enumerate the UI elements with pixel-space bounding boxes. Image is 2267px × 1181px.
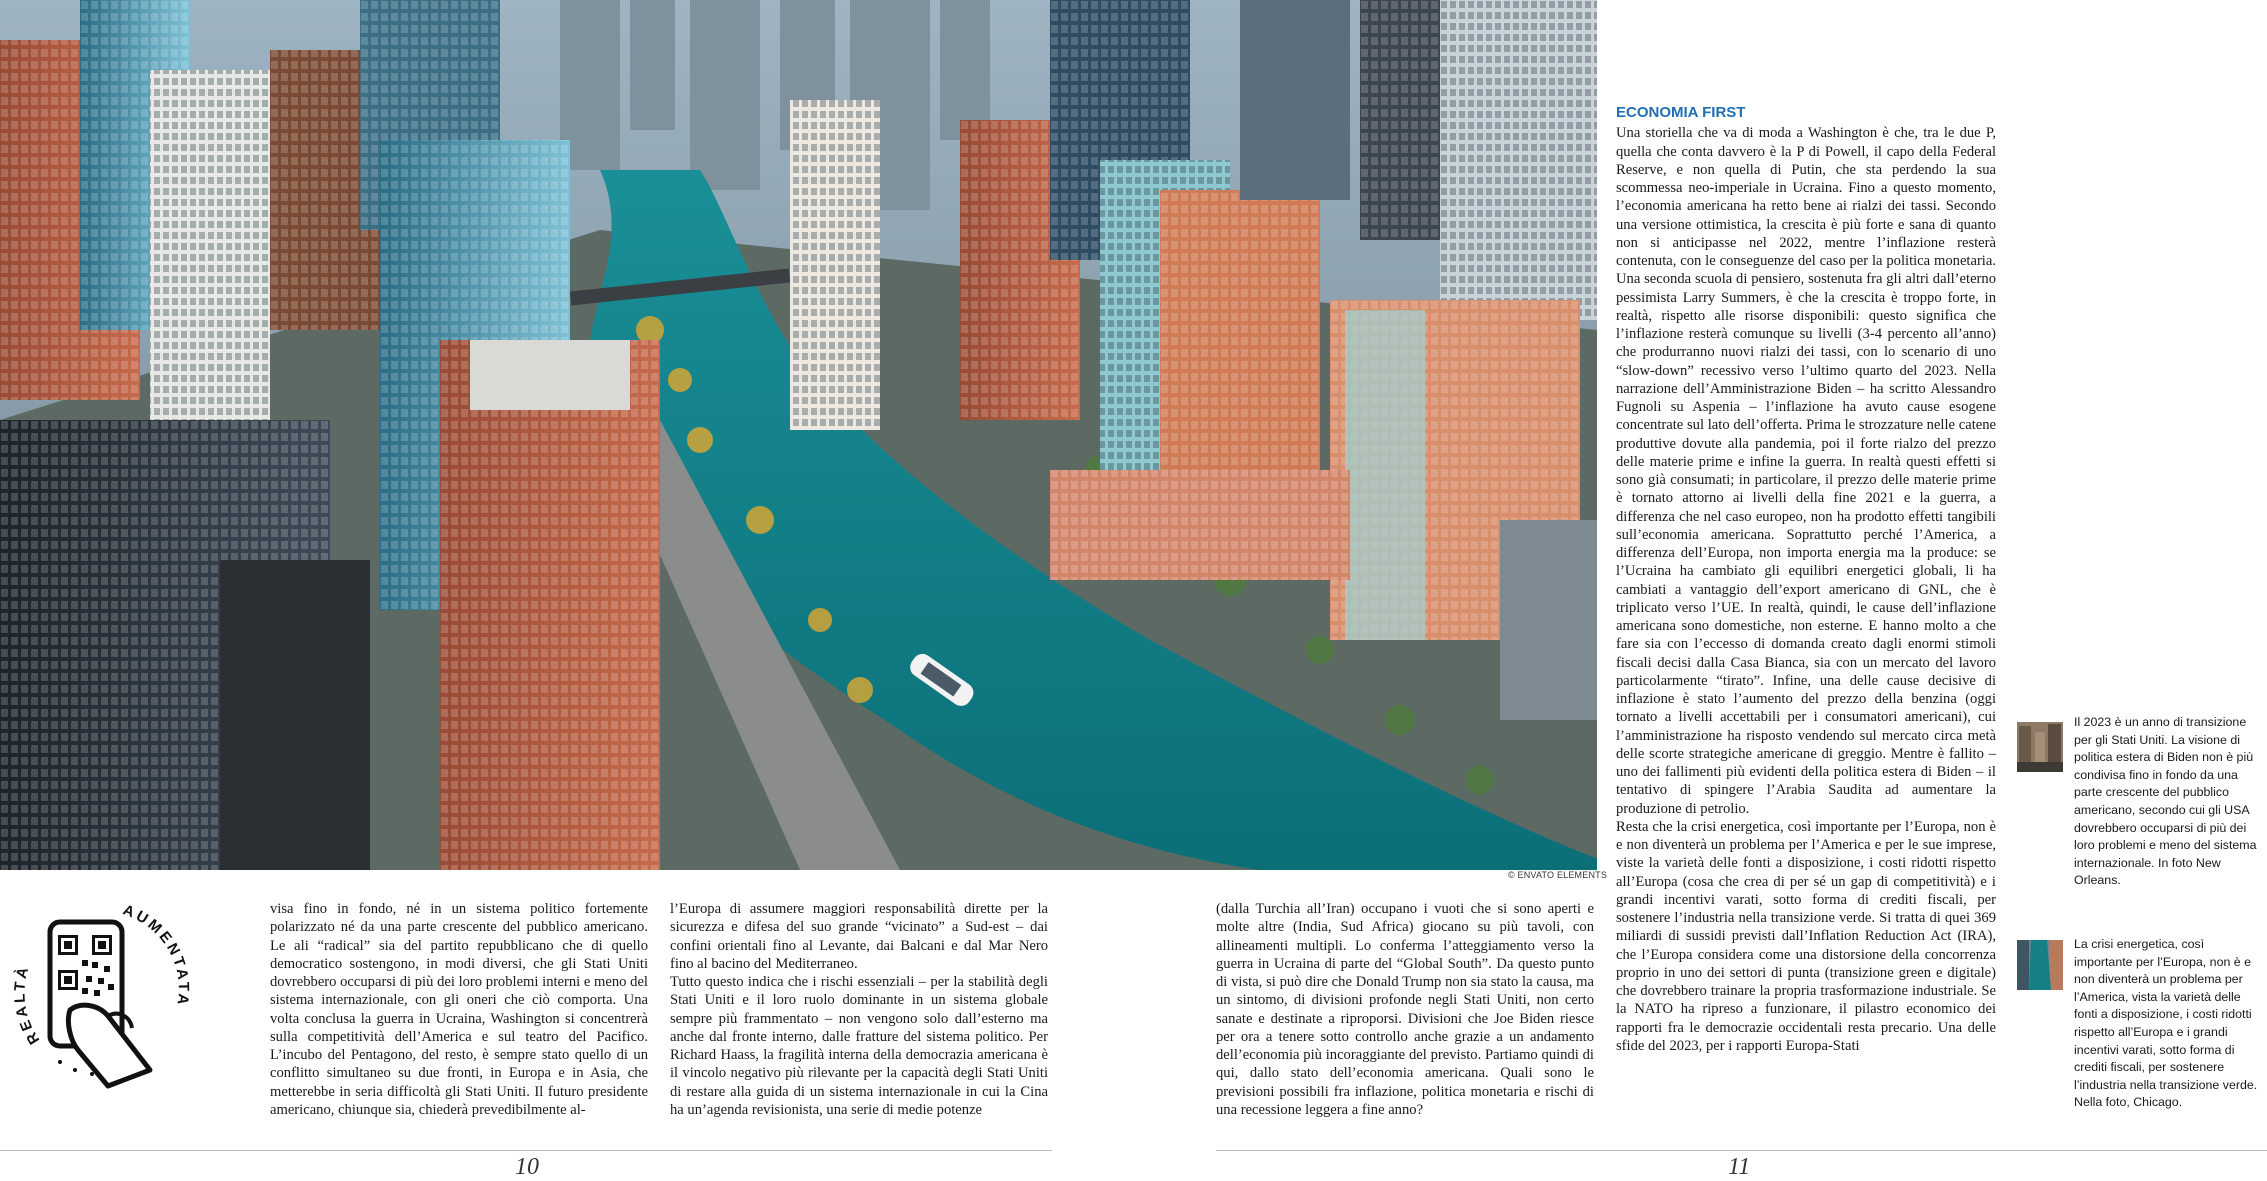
right-col-2-paragraph-2: Resta che la crisi energetica, così importante per l’Europa, non è e non diventerà un problema per l’America e per le sue imprese, viste la varietà delle fonti a disposizione, i costi ridotti rispetto all’Europa (cosa che crea di per sé un gap di competitività) e i grandi incentivi varati, sotto forma di crediti fiscali, per sostenere l’industria nella transizione verde. Si tratta di quei 369 miliardi di sussidi previsti dall’Inflation Reduction Act (IRA), che l’Europa considera come una distorsione della concorrenza proprio in uno dei settori di punta (transizione green e digitale) che dovrebbero trainare la propria trasformazione industriale. Se la NATO ha ripreso a funzionare, il pilastro economico dei rapporti fra le democrazie occidentali resta precario. Una delle sfide del 2023, per i rapporti Europa-Stati [1616, 818, 1996, 1054]
section-heading: ECONOMIA FIRST [1616, 104, 1746, 121]
right-col-1-text: (dalla Turchia all’Iran) occupano i vuoti che si sono aperti e molte altre (India, Sud Africa) giocano su più tavoli, con allineamenti multipli. Lo conferma l’atteggiamento verso la guerra in Ucraina di parte del “Global South”. Da questo punto di vista, si può dire che Donald Trump non sia stato la causa, ma un sintomo, di divisioni profonde negli Stati Uniti, non certo sanate e destinate a riproporsi. Divisioni che Joe Biden riesce per ora a tenere sotto controllo anche grazie a un andamento dell’economia più incoraggiante del previsto. Partiamo quindi di qui, dallo stato dell’economia americana. Quali sono le previsioni possibili fra inflazione, politica monetaria e rischi di una recessione leggera a fine anno? [1216, 901, 1594, 1118]
left-col-1-text: visa fino in fondo, né in un sistema politico fortemente polarizzato né da una parte crescente del pubblico americano. Le ali “radical” sia del partito repubblicano che di quello democratico sostengono, in modi diversi, che gli Stati Uniti dovrebbero occuparsi di più dei loro problemi interni e meno del sistema internazionale, con gli oneri che ciò comporta. Una volta conclusa la guerra in Ucraina, Washington si concentrerà sulla competitività dell’America e sul teatro del Pacifico. L’incubo del Pentagono, del resto, è sempre stato quello di un conflitto simultaneo su due fronti, in Europa e in Asia, che metterebbe in seria difficoltà gli Stati Uniti. Il futuro presidente americano, chiunque sia, chiederà prevedibilmente al- [270, 901, 648, 1118]
page-number-right: 11 [1728, 1154, 1751, 1180]
right-col-2-paragraph-1: Una storiella che va di moda a Washington è che, tra le due P, quella che conta davvero è la P di Powell, il capo della Federal Reserve, e non quella di Putin, che sta perdendo la sua scommessa neo-imperiale in Ucraina. Fino a questo momento, l’economia americana ha retto bene ai rialzi dei tassi. Secondo una versione ottimistica, la crescita è più forte e sana di quanto non si anticipasse nel 2022, mentre l’inflazione resterà contenuta, con le conseguenze del caso per la politica monetaria. Una seconda scuola di pensiero, sostenuta fra gli altri dall’eterno pessimista Larry Summers, è che la crescita è troppo forte, in realtà, rispetto alle risorse disponibili: questo significa che l’inflazione resterà comunque su livelli (3-4 percento all’anno) che produrranno nuovi rialzi dei tassi, con lo scenario di uno “slow-down” recessivo verso l’ultimo quarto del 2023. Nella narrazione dell’Amministrazione Biden – ha scritto Alessandro Fugnoli su Aspenia – l’inflazione ha avuto cause esogene concentrate sul lato dell’offerta. Prima le strozzature nelle catene produttive dovute alla pandemia, poi il forte rialzo del prezzo delle materie prime e infine la guerra. In realtà questi effetti si sono già consumati; in particolare, il prezzo delle materie prime è tornato attorno ai livelli della fine 2021 e la guerra, a differenza che nel caso europeo, non ha prodotto effetti tangibili sull’economia americana. Soprattutto perché l’America, a differenza dell’Europa, non importa energia ma la produce: se l’Ucraina ha cambiato gli equilibri energetici globali, li ha cambiati a vantaggio dell’export americano di GNL, che è triplicato verso l’UE. In realtà, quindi, le cause dell’inflazione americana sono domestiche, non esterne. E hanno molto a che fare sia con l’eccesso di domanda creato dagli enormi stimoli fiscali decisi dalla Casa Bianca, sia con un mercato del lavoro particolarmente “tirato”. Infine, una delle cause decisive di inflazione è stato l’aumento del prezzo della benzina (oggi tornato a livelli accettabili per i consumatori americani), cui l’amministrazione ha risposto vendendo sul mercato circa metà delle scorte strategiche americane di greggio. Mentre è fallito – uno dei fallimenti più evidenti della politica estera di Biden – il tentativo di spingere l’Arabia Saudita ad aumentare la produzione di petrolio. [1616, 125, 1996, 817]
qr-phone-icon [0, 890, 200, 1090]
left-col-2-paragraph-1: l’Europa di assumere maggiori responsabilità dirette per la sicurezza e difesa del suo grande “vicinato” a Sud-est – dai confini orientali fino al Levante, dai Balcani e dal Mar Nero fino al bacino del Mediterraneo. [670, 901, 1048, 972]
ar-label-right: AUMENTATA [120, 901, 192, 1009]
caption-2: La crisi energetica, così importante per l’Europa, non è e non diventerà un problema per l’America, vista la varietà delle fonti a disposizione, i costi ridotti rispetto all’Europa e i grandi incentivi varati, sotto forma di crediti fiscali, per sostenere l’industria nella transizione verde. Nella foto, Chicago. [2074, 937, 2258, 1110]
left-col-2 [670, 900, 1048, 1119]
right-col-1 [1216, 900, 1594, 1119]
left-col-1 [270, 900, 648, 1119]
ar-label-left: REALTÀ [11, 962, 44, 1048]
caption-thumb-new-orleans [2017, 722, 2063, 772]
svg-text:REALTÀ [11, 963, 43, 1048]
ar-badge[interactable] [0, 890, 200, 1090]
caption-thumb-chicago [2017, 940, 2063, 990]
right-col-2 [1616, 104, 1996, 1055]
footer-rule-left [0, 1150, 1052, 1151]
caption-1: Il 2023 è un anno di transizione per gli Stati Uniti. La visione di politica estera di Biden non è più condivisa fino in fondo da una parte crescente del pubblico americano, secondo cui gli USA dovrebbero occuparsi di più dei loro problemi e meno del sistema internazionale. In foto New Orleans. [2074, 715, 2257, 888]
svg-text:AUMENTATA [121, 902, 192, 1009]
left-col-2-paragraph-2: Tutto questo indica che i rischi essenziali – per la stabilità degli Stati Uniti e il loro ruolo dominante in un sistema globale sempre più frammentato – non vengono solo dall’esterno ma anche dal fronte interno, dalle fratture del sistema politico. Per Richard Haass, la fragilità interna della democrazia americana è il vincolo negativo più rilevante per la capacità degli Stati Uniti di restare alla guida di un sistema internazionale in cui la Cina ha un’agenda revisionista, una serie di medie potenze [670, 974, 1048, 1118]
footer-rule-right [1216, 1150, 2267, 1151]
photo-credit: © ENVATO ELEMENTS [1508, 870, 1608, 880]
page-number-left: 10 [515, 1154, 539, 1180]
